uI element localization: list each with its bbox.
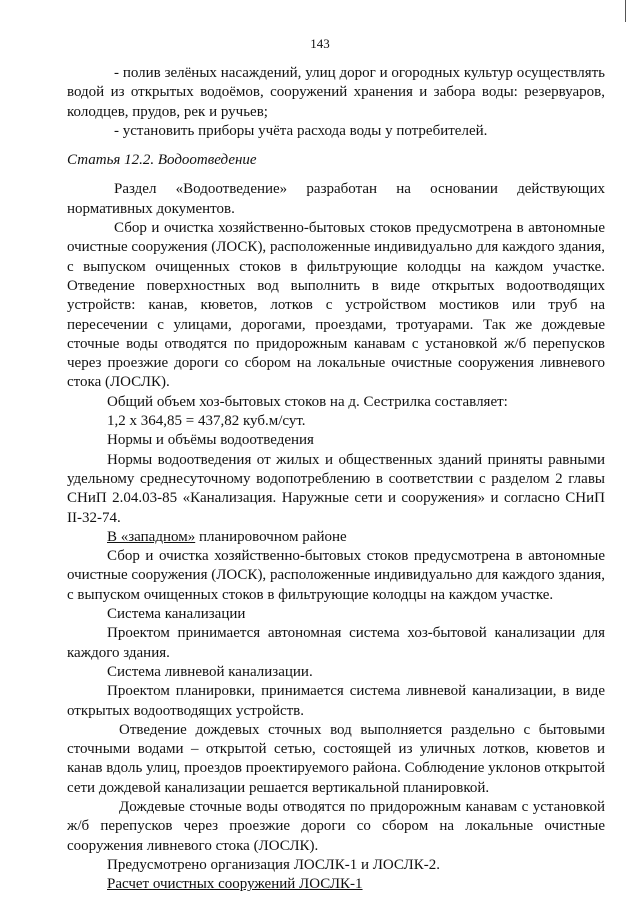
subheading-sewer-system: Система канализации [107, 606, 246, 623]
western-district-rest: планировочном районе [195, 528, 347, 545]
paragraph-stormwater-drainage: Отведение дождевых сточных вод выполняется раздельно с бытовыми сточными водами – открытой сетью, состоящей из уличных лотков, кюветов и канав вдоль улиц, проездов проектируемого района. Соблюдение уклонов открытой сети дождевой канализации решается вертикальной планировкой. [67, 721, 605, 796]
western-district-underlined: В «западном» [107, 528, 196, 545]
document-body [67, 64, 605, 894]
page-number: 143 [310, 36, 330, 51]
list-item-watering: - полив зелёных насаждений, улиц дорог и огородных культур осуществлять водой из открытых водоёмов, сооружений хранения и забора воды: резервуаров, колодцев, прудов, рек и ручьев; [67, 65, 605, 120]
paragraph-storm-sewer: Проектом планировки, принимается система ливневой канализации, в виде открытых водоотводящих устройств. [67, 683, 605, 719]
article-title: Статья 12.2. Водоотведение [67, 152, 257, 169]
subheading-western-district [67, 528, 605, 547]
paragraph-section-basis: Раздел «Водоотведение» разработан на основании действующих нормативных документов. [67, 181, 605, 217]
subheading-loslk1-calculation: Расчет очистных сооружений ЛОСЛК-1 [107, 876, 363, 893]
paragraph-rainwater-ditches: Дождевые сточные воды отводятся по придорожным канавам с установкой ж/б перепусков через проезжие дороги со сбором на локальные очистные сооружения ливневого стока (ЛОСЛК). [67, 798, 605, 854]
paragraph-norms: Нормы водоотведения от жилых и общественных зданий приняты равными удельному среднесуточному водопотреблению в соответствии с разделом 2 главы СНиП 2.04.03-85 «Канализация. Наружные сети и сооружения» и согласно СНиП II-32-74. [67, 451, 605, 526]
paragraph-total-volume: Общий объем хоз-бытовых стоков на д. Сестрилка составляет: [107, 393, 508, 410]
paragraph-western-treatment: Сбор и очистка хозяйственно-бытовых стоков предусмотрена в автономные очистные сооружения (ЛОСК), расположенные индивидуально для каждого здания, с выпуском очищенных стоков в фильтрующие колодцы на каждом участке. [67, 548, 605, 603]
list-item-meters: - установить приборы учёта расхода воды у потребителей. [114, 122, 488, 139]
subheading-norms: Нормы и объёмы водоотведения [107, 432, 314, 449]
subheading-storm-sewer: Система ливневой канализации. [107, 663, 313, 680]
paragraph-volume-calculation: 1,2 х 364,85 = 437,82 куб.м/сут. [107, 413, 306, 430]
paragraph-sewer-system: Проектом принимается автономная система хоз-бытовой канализации для каждого здания. [67, 625, 605, 661]
page-edge-mark [625, 0, 626, 22]
paragraph-loslk-organization: Предусмотрено организация ЛОСЛК-1 и ЛОСЛК-2. [107, 856, 440, 873]
paragraph-collection-treatment: Сбор и очистка хозяйственно-бытовых стоков предусмотрена в автономные очистные сооружения (ЛОСК), расположенные индивидуально для каждого здания, с выпуском очищенных стоков в фильтрующие колодцы на каждом участке. Отведение поверхностных вод выполнить в виде открытых водоотводящих устройств: канав, кюветов, лотков с устройством мостиков или труб на пересечении с улицами, дорогами, проездами, тротуарами. Так же дождевые сточные воды отводятся по придорожным канавам с установкой ж/б перепусков через проезжие дороги со сбором на локальные очистные сооружения ливневого стока (ЛОСЛК). [67, 220, 605, 391]
